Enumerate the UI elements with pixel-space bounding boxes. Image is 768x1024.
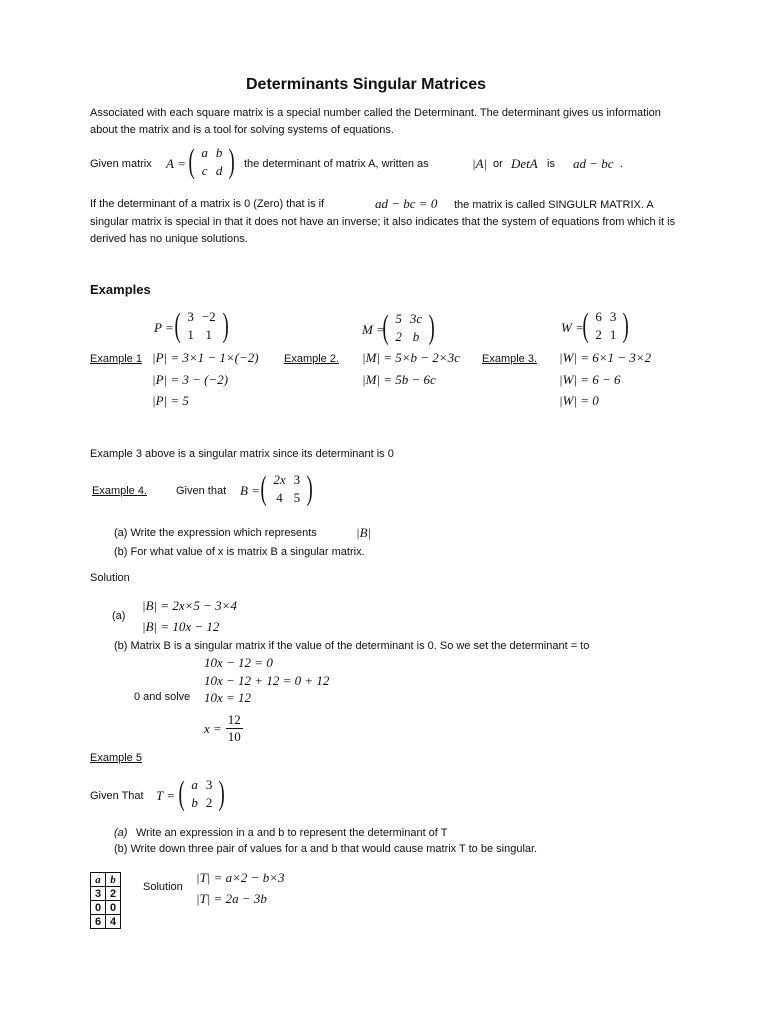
cell: 0 bbox=[91, 901, 106, 915]
cell: b bbox=[412, 329, 420, 344]
ex3-line: |W| = 0 bbox=[559, 393, 599, 408]
solution-label: Solution bbox=[90, 572, 130, 584]
cell: 3 bbox=[91, 887, 106, 901]
matrix-a: ( a b c d ) bbox=[188, 143, 236, 180]
cell: d bbox=[215, 163, 223, 178]
sol-b-text: (b) Matrix B is a singular matrix if the value of the determinant is 0. So we set the determinant = to bbox=[114, 640, 590, 652]
det-a: DetA bbox=[511, 156, 538, 171]
cell: 3 bbox=[187, 309, 194, 324]
ex5-solution-label: Solution bbox=[143, 881, 183, 893]
example3-note: Example 3 above is a singular matrix since its determinant is 0 bbox=[90, 448, 394, 460]
fraction-denominator: 10 bbox=[227, 729, 241, 744]
matrix-m: ( 5 3c 2 b ) bbox=[382, 309, 435, 346]
ex5-line: |T| = a×2 − b×3 bbox=[196, 870, 285, 885]
intro-paragraph: Associated with each square matrix is a special number called the Determinant. The determinant gives us information about the matrix and is a tool for solving systems of equations. bbox=[90, 107, 661, 136]
table-row bbox=[91, 901, 121, 915]
table-row bbox=[91, 887, 121, 901]
given-prefix: Given matrix bbox=[90, 158, 152, 170]
cell: 1 bbox=[187, 327, 194, 342]
ex4-abs-b: |B| bbox=[356, 525, 372, 540]
given-mid-text: the determinant of matrix A, written as bbox=[244, 158, 429, 170]
ex5-question-a: Write an expression in a and b to represent the determinant of T bbox=[136, 827, 448, 839]
sol-a-label: (a) bbox=[112, 610, 126, 622]
ex4-question-a: (a) Write the expression which represents bbox=[114, 527, 317, 539]
ex4-question-b: (b) For what value of x is matrix B a singular matrix. bbox=[114, 546, 365, 558]
sol-b-line: 10x − 12 + 12 = 0 + 12 bbox=[204, 673, 330, 688]
matrix-w: ( 6 3 2 1 ) bbox=[582, 307, 630, 344]
abs-a: |A| bbox=[472, 156, 488, 171]
sol-a-line: |B| = 2x×5 − 3×4 bbox=[142, 598, 237, 613]
ex1-label: Example 1 bbox=[90, 353, 142, 365]
cell: 2 bbox=[595, 327, 602, 342]
ex5-line: |T| = 2a − 3b bbox=[196, 891, 267, 906]
x-fraction-eq bbox=[204, 712, 243, 745]
matrix-b: ( 2x 3 4 5 ) bbox=[260, 470, 313, 507]
ex5-label: Example 5 bbox=[90, 752, 142, 764]
cell: 2x bbox=[273, 472, 286, 487]
cell: −2 bbox=[201, 309, 216, 324]
sol-b-line: 10x − 12 = 0 bbox=[204, 655, 273, 670]
cell: 3 bbox=[293, 472, 301, 487]
cell: 0 bbox=[106, 901, 121, 915]
is-text: is bbox=[547, 158, 555, 170]
ex2-line: |M| = 5b − 6c bbox=[362, 372, 436, 387]
cell: 2 bbox=[205, 795, 213, 810]
ex1-var: P = bbox=[154, 320, 174, 335]
ex4-var: B = bbox=[240, 483, 260, 498]
cell: 3 bbox=[205, 777, 213, 792]
matrix-t: ( a 3 b 2 ) bbox=[178, 775, 226, 812]
fraction-numerator: 12 bbox=[227, 712, 241, 727]
cell: c bbox=[201, 163, 208, 178]
ex1-line: |P| = 5 bbox=[152, 393, 189, 408]
ex3-line: |W| = 6 − 6 bbox=[559, 372, 621, 387]
cell: b bbox=[215, 145, 223, 160]
ex4-label: Example 4. bbox=[92, 485, 148, 497]
cell: 4 bbox=[276, 490, 283, 505]
x-lhs: x = bbox=[204, 720, 222, 736]
header-b: b bbox=[106, 873, 121, 887]
solve-text: 0 and solve bbox=[134, 691, 191, 703]
fraction bbox=[226, 712, 243, 745]
ex1-line: |P| = 3 − (−2) bbox=[152, 372, 229, 387]
cell: 3c bbox=[409, 311, 423, 326]
det-formula: ad − bc bbox=[573, 156, 614, 171]
page-title: Determinants Singular Matrices bbox=[246, 76, 487, 93]
ex2-line: |M| = 5×b − 2×3c bbox=[362, 350, 460, 365]
cell: a bbox=[191, 777, 198, 792]
examples-heading: Examples bbox=[90, 282, 151, 297]
singular-text-2: the matrix is called SINGULR MATRIX. A singular matrix is special in that it does not have an inverse; it also indicates that the system of equations from which it is derived has no unique solutions. bbox=[90, 199, 676, 245]
ab-values-table bbox=[90, 872, 121, 929]
matrix-p: ( 3 −2 1 1 ) bbox=[174, 307, 229, 344]
cell: 6 bbox=[91, 915, 106, 929]
ex5-var: T = bbox=[156, 788, 176, 803]
ex5-given: Given That bbox=[90, 790, 144, 802]
sol-a-line: |B| = 10x − 12 bbox=[142, 619, 220, 634]
ex3-var: W = bbox=[561, 320, 584, 335]
ex3-line: |W| = 6×1 − 3×2 bbox=[559, 350, 652, 365]
ex2-var: M = bbox=[362, 322, 385, 337]
period: . bbox=[620, 158, 624, 170]
singular-text-1: If the determinant of a matrix is 0 (Zero) that is if bbox=[90, 198, 325, 210]
table-header-row bbox=[91, 873, 121, 887]
ex2-label: Example 2. bbox=[284, 353, 340, 365]
cell: 2 bbox=[106, 887, 121, 901]
cell: 3 bbox=[609, 309, 617, 324]
cell: 1 bbox=[205, 327, 212, 342]
solve-eq: 10x = 12 bbox=[204, 690, 252, 705]
ex5-qa-label: (a) bbox=[114, 827, 128, 839]
table-row bbox=[91, 915, 121, 929]
ex5-question-b: (b) Write down three pair of values for a and b that would cause matrix T to be singular. bbox=[114, 843, 538, 855]
header-a: a bbox=[91, 873, 106, 887]
cell: 2 bbox=[395, 329, 402, 344]
cell: b bbox=[191, 795, 198, 810]
cell: 6 bbox=[595, 309, 602, 324]
or-text: or bbox=[493, 158, 503, 170]
ex4-given: Given that bbox=[176, 485, 227, 497]
singular-eq: ad − bc = 0 bbox=[375, 196, 438, 211]
cell: 1 bbox=[609, 327, 617, 342]
cell: 5 bbox=[293, 490, 301, 505]
cell: 4 bbox=[106, 915, 121, 929]
ex3-label: Example 3. bbox=[482, 353, 538, 365]
matrix-a-var: A = bbox=[166, 156, 186, 171]
ex1-line: |P| = 3×1 − 1×(−2) bbox=[152, 350, 259, 365]
cell: 5 bbox=[395, 311, 402, 326]
cell: a bbox=[201, 145, 208, 160]
